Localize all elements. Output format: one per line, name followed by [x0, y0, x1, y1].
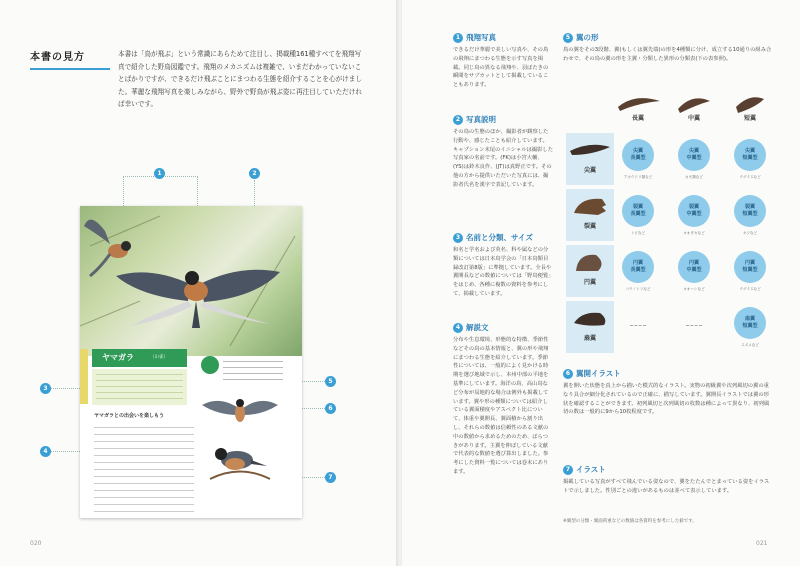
wing-type-cell: [726, 245, 774, 293]
section-6: [563, 368, 773, 417]
col-header-label: 長翼: [631, 115, 644, 122]
row-header-label: 円翼: [583, 279, 596, 286]
wing-type-example: アホウドリ類など: [623, 175, 653, 179]
wing-type-example: カモ類など: [685, 175, 703, 179]
wing-type-example: オオタカなど: [683, 231, 705, 235]
col-header-label: 短翼: [743, 115, 756, 122]
section-title-label: 本書の見方: [30, 52, 85, 63]
callout-2: 2: [249, 168, 260, 179]
wing-type-circle: 円翼 中翼型: [678, 251, 710, 283]
wing-type-cell: [726, 133, 774, 181]
empty-cell: [670, 301, 718, 349]
section-heading: 飛翔写真: [466, 33, 496, 42]
wing-type-cell: [670, 133, 718, 181]
perched-bird-illustration: [205, 434, 275, 489]
section-text: その鳥の生態のほか、撮影者が観察した行動や、感じたことも紹介しています。キャプション末尾のイニシャルは撮影した写真家の名前です。(FK)は小宮大輔、(YS)は鈴木良作、(JT)は真野正です。その他の方から提供いただいた写真には、撮影者氏名を漢字で表記しています。: [453, 129, 554, 188]
slotted-wing-icon: [566, 193, 614, 219]
col-header-long: [614, 85, 662, 133]
section-1: [453, 32, 553, 90]
wing-type-example: キジなど: [742, 231, 758, 235]
section-text: 分布や生息環境、形態的な特徴、季節性などその鳥の基本情報と、翼の形や飛翔にまつわる生態を紹介しています。季節性については、一般的によく見かける時期を選び地域で示し、本州中部の平地を基準にしています。海洋の鳥、高山鳥など分布が局地的な場合は例外も掲載しています。翼や形の種類については紹介している翼面積度やアスペクト比について、体重や翼開長、翼面積から割り出し、それらの数値は信頼性のある文献の中の数値から求めるためのため、ばらつきがあります。主翼を伸ばしている文献で代表的な数値を選び算出しました。参考にした資料一覧については巻末にあります。: [453, 337, 549, 475]
species-info-box: [92, 369, 187, 405]
empty-dash: [630, 325, 646, 326]
col-header-mid: [670, 85, 718, 133]
section-2: [453, 114, 553, 190]
footnote: ※翼型の分類・翼面荷重などの数値は各資料を参考にした値です。: [563, 519, 697, 524]
section-4: [453, 322, 553, 477]
callout-3: 3: [40, 383, 51, 394]
section-text: 鳥の翼をその3段階、翼(もしくは翼先端)の形を4種類に分け、成立する10通りの組み合わせで、その鳥の翼の形を主翼・分類した異形の分類表(下の表参照)。: [563, 47, 772, 62]
callout-1-bracket: [123, 176, 198, 206]
callout-1: 1: [154, 168, 165, 179]
callout-6: 6: [325, 403, 336, 414]
row-header-label: 扇翼: [583, 335, 596, 342]
wing-type-circle: 尖翼 長翼型: [622, 139, 654, 171]
callout-5: 5: [325, 376, 336, 387]
section-text: できるだけ華麗で美しい写真や、その鳥の飛翔にまつわる生態を示す写真を掲載。同じ鳥の異なる飛翔や、羽ばたきの瞬間をサブカットとして掲載していることもあります。: [453, 47, 549, 89]
wing-type-text: [223, 356, 283, 380]
species-name: ヤマガラ: [102, 353, 134, 362]
pointed-wing-icon: [566, 137, 614, 163]
wing-spread-illustration: [200, 391, 280, 431]
section-number: 3: [453, 233, 463, 243]
section-number: 1: [453, 33, 463, 43]
section-title: [30, 48, 108, 66]
bird-photo-illustration: [80, 206, 302, 356]
section-text: 翼を開いた状態を真上から描いた模式的なイラスト。実物の初級翼や次列風切の翼の重なり具合が細分化されているので正確に、描写しています。翼開長イラストでは翼の形状を確認することができます。初列風切と次列風切の枚数は種によって異なり、初列風切の数は一般的に9から10枚程度です。: [563, 383, 770, 416]
col-header-short: [726, 85, 774, 133]
section-number: 2: [453, 115, 463, 125]
wing-type-circle: 扇翼 短翼型: [734, 307, 766, 339]
empty-cell: [614, 301, 662, 349]
section-heading: 翼の形: [576, 33, 599, 42]
wing-type-cell: [614, 133, 662, 181]
empty-dash: [686, 325, 702, 326]
wing-type-circle: 裂翼 長翼型: [622, 195, 654, 227]
section-text: 掲載している写真がすべて飛んでいる姿なので、翼をたたんでとまっている姿をイラストで示しました。性別ごとの違いがあるものは並べて表示しています。: [563, 479, 770, 494]
section-number: 6: [563, 369, 573, 379]
section-heading: 解説文: [466, 323, 489, 332]
row-header-rounded: [566, 245, 614, 297]
wing-type-example: トビなど: [630, 231, 646, 235]
wing-type-cell: [670, 189, 718, 237]
wing-type-example: ウグイスなど: [739, 287, 761, 291]
flight-photo: [80, 206, 302, 356]
body-text: [94, 421, 194, 518]
section-heading: イラスト: [576, 465, 606, 474]
title-underline: [30, 68, 110, 70]
section-heading: 写真説明: [466, 115, 496, 124]
wing-type-circle: 尖翼 中翼型: [678, 139, 710, 171]
wing-type-circle: 円翼 短翼型: [734, 251, 766, 283]
wing-type-cell: [726, 301, 774, 349]
row-header-slotted: [566, 189, 614, 241]
page-number-left: 020: [30, 540, 42, 547]
species-kanji: （山雀）: [150, 355, 168, 360]
wing-type-circle: 裂翼 短翼型: [734, 195, 766, 227]
rounded-wing-icon: [566, 249, 614, 275]
wing-type-circle: 円翼 長翼型: [622, 251, 654, 283]
row-header-label: 裂翼: [583, 223, 596, 230]
section-number: 7: [563, 465, 573, 475]
col-header-label: 中翼: [687, 115, 700, 122]
section-number: 5: [563, 33, 573, 43]
species-name-bar: [92, 349, 187, 367]
row-header-pointed: [566, 133, 614, 185]
sample-page-mockup: [80, 206, 302, 518]
row-header-fan: [566, 301, 614, 353]
wing-type-cell: [614, 189, 662, 237]
callout-4: 4: [40, 446, 51, 457]
section-5: [563, 32, 773, 64]
callout-7: 7: [325, 472, 336, 483]
wing-type-example: ウグイスなど: [739, 175, 761, 179]
wing-type-cell: [614, 245, 662, 293]
section-heading: 名前と分類、サイズ: [466, 233, 533, 242]
section-7: [563, 464, 773, 496]
body-heading: ヤマガラとの出会いを楽しもう: [94, 413, 165, 419]
wing-type-example: オオハシなど: [683, 287, 705, 291]
wing-type-circle: 尖翼 短翼型: [734, 139, 766, 171]
wing-type-cell: [726, 189, 774, 237]
fan-wing-icon: [566, 305, 614, 331]
wing-type-cell: [670, 245, 718, 293]
section-number: 4: [453, 323, 463, 333]
category-tab: [80, 349, 88, 404]
section-text: 和名と学名および英名、科や属などの分類については日本鳥学会の「日本鳥類目録改訂第8版」に準拠しています。全長や翼開長などの数値については「野鳥便覧」をはじめ、各種に複数の資料を参考にして、掲載しています。: [453, 247, 552, 297]
section-heading: 翼開イラスト: [576, 369, 621, 378]
section-3: [453, 232, 553, 299]
wing-type-badge: [201, 356, 219, 374]
page-number-right: 021: [756, 540, 768, 547]
wing-type-circle: 裂翼 中翼型: [678, 195, 710, 227]
intro-paragraph: 本書は「鳥が飛ぶ」という常識にあらためて注目し、掲載種161種すべてを飛翔写真で紹介した野鳥図鑑です。飛翔のメカニズムは複雑で、いまだわかっていないことばかりですが、できるだけ飛ぶことにまつわる生態を紹介することを心がけました。華麗な飛翔写真を楽しみながら、野外で野鳥が飛ぶ姿に再注目していただければ幸いです。: [118, 50, 362, 109]
wing-type-example: コウノトリなど: [625, 287, 651, 291]
row-header-label: 尖翼: [583, 167, 596, 174]
wing-type-example: スズメなど: [741, 343, 759, 347]
